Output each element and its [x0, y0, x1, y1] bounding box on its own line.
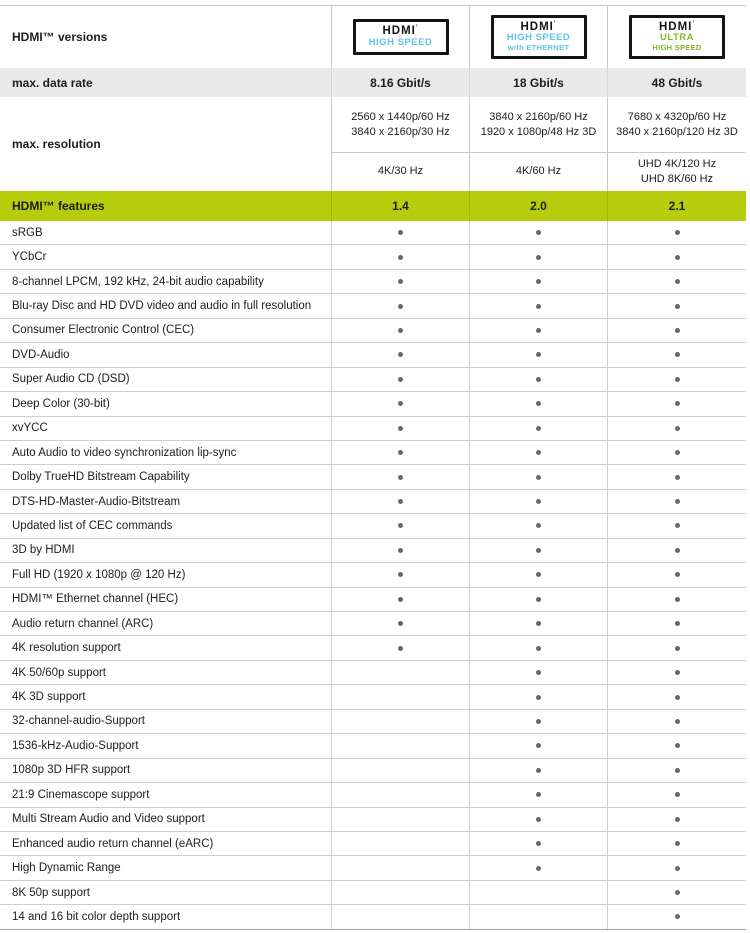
feature-label: Consumer Electronic Control (CEC): [0, 319, 332, 342]
support-cell-2-0: [470, 539, 608, 562]
hdmi-high-speed-badge: [353, 19, 449, 55]
feature-label: xvYCC: [0, 417, 332, 440]
hdmi-logo: HDMI’: [382, 24, 419, 37]
support-cell-1-4: [332, 270, 470, 293]
badge-cell-hdmi-2-0: [470, 6, 608, 68]
support-cell-1-4: [332, 636, 470, 659]
hdmi-high-speed-ethernet-badge: [491, 15, 587, 59]
feature-label: 14 and 16 bit color depth support: [0, 905, 332, 928]
support-dot: [536, 866, 541, 871]
support-cell-1-4: [332, 245, 470, 268]
version-number: 2.0: [470, 191, 608, 221]
support-cell-1-4: [332, 588, 470, 611]
support-dot: [398, 377, 403, 382]
support-dot: [398, 621, 403, 626]
support-cell-2-0: [470, 661, 608, 684]
support-cell-2-1: [608, 832, 746, 855]
feature-label: 4K resolution support: [0, 636, 332, 659]
support-dot: [398, 352, 403, 357]
feature-label: Audio return channel (ARC): [0, 612, 332, 635]
support-dot: [398, 255, 403, 260]
support-cell-1-4: [332, 343, 470, 366]
feature-label: DVD-Audio: [0, 343, 332, 366]
feature-label: Updated list of CEC commands: [0, 514, 332, 537]
support-dot: [536, 621, 541, 626]
resolution-secondary: UHD 4K/120 Hz UHD 8K/60 Hz: [637, 157, 717, 185]
support-dot: [675, 621, 680, 626]
support-dot: [536, 377, 541, 382]
resolution-row: [0, 97, 746, 191]
support-cell-2-0: [470, 294, 608, 317]
table-row: [0, 245, 746, 269]
feature-label: Full HD (1920 x 1080p @ 120 Hz): [0, 563, 332, 586]
support-cell-2-1: [608, 905, 746, 928]
versions-row-label: HDMI™ versions: [0, 6, 332, 68]
support-cell-2-1: [608, 685, 746, 708]
data-rate-row: [0, 68, 746, 97]
support-dot: [536, 279, 541, 284]
table-row: [0, 808, 746, 832]
badge-line: ULTRA: [660, 32, 694, 44]
features-header-row: [0, 191, 746, 221]
support-cell-1-4: [332, 539, 470, 562]
support-cell-2-1: [608, 465, 746, 488]
support-cell-1-4: [332, 905, 470, 928]
support-dot: [536, 817, 541, 822]
hdmi-ultra-high-speed-badge: [629, 15, 725, 59]
support-cell-2-0: [470, 441, 608, 464]
support-dot: [536, 719, 541, 724]
support-dot: [536, 426, 541, 431]
feature-label: Enhanced audio return channel (eARC): [0, 832, 332, 855]
support-cell-1-4: [332, 808, 470, 831]
support-dot: [536, 597, 541, 602]
data-rate-value: 18 Gbit/s: [470, 68, 608, 97]
support-cell-1-4: [332, 392, 470, 415]
support-cell-2-0: [470, 417, 608, 440]
support-dot: [675, 328, 680, 333]
feature-label: High Dynamic Range: [0, 856, 332, 879]
features-header-label: HDMI™ features: [0, 191, 332, 221]
support-cell-2-1: [608, 612, 746, 635]
support-cell-2-1: [608, 734, 746, 757]
support-cell-2-0: [470, 905, 608, 928]
table-row: [0, 612, 746, 636]
badge-line: HIGH SPEED: [652, 42, 702, 52]
support-dot: [536, 401, 541, 406]
support-cell-2-1: [608, 636, 746, 659]
support-cell-2-1: [608, 661, 746, 684]
support-dot: [675, 792, 680, 797]
support-dot: [675, 890, 680, 895]
table-row: [0, 514, 746, 538]
support-cell-2-0: [470, 588, 608, 611]
support-dot: [536, 523, 541, 528]
support-dot: [536, 304, 541, 309]
support-dot: [398, 230, 403, 235]
table-row: [0, 392, 746, 416]
support-dot: [675, 304, 680, 309]
feature-label: DTS-HD-Master-Audio-Bitstream: [0, 490, 332, 513]
support-cell-1-4: [332, 856, 470, 879]
support-dot: [398, 475, 403, 480]
support-dot: [536, 499, 541, 504]
support-dot: [536, 743, 541, 748]
table-row: [0, 588, 746, 612]
resolution-primary: 2560 x 1440p/60 Hz 3840 x 2160p/30 Hz: [332, 97, 469, 153]
feature-label: Super Audio CD (DSD): [0, 368, 332, 391]
data-rate-value: 8.16 Gbit/s: [332, 68, 470, 97]
support-cell-2-1: [608, 441, 746, 464]
support-dot: [536, 352, 541, 357]
feature-label: 8-channel LPCM, 192 kHz, 24-bit audio capability: [0, 270, 332, 293]
support-cell-2-0: [470, 685, 608, 708]
support-cell-1-4: [332, 783, 470, 806]
support-cell-2-1: [608, 514, 746, 537]
table-row: [0, 368, 746, 392]
support-cell-2-1: [608, 710, 746, 733]
resolution-primary: 7680 x 4320p/60 Hz 3840 x 2160p/120 Hz 3D: [608, 97, 746, 153]
support-dot: [675, 695, 680, 700]
support-cell-2-1: [608, 808, 746, 831]
support-dot: [398, 304, 403, 309]
support-cell-1-4: [332, 294, 470, 317]
table-row: [0, 685, 746, 709]
support-cell-1-4: [332, 417, 470, 440]
version-number: 1.4: [332, 191, 470, 221]
support-dot: [675, 450, 680, 455]
table-row: [0, 881, 746, 905]
version-number: 2.1: [668, 199, 686, 213]
support-dot: [536, 792, 541, 797]
support-dot: [675, 548, 680, 553]
support-cell-2-0: [470, 343, 608, 366]
table-row: [0, 441, 746, 465]
feature-label: Deep Color (30-bit): [0, 392, 332, 415]
resolution-secondary: 4K/60 Hz: [515, 165, 562, 178]
support-cell-1-4: [332, 514, 470, 537]
badge-cell-hdmi-2-1: [608, 6, 746, 68]
support-cell-2-0: [470, 392, 608, 415]
hdmi-logo: HDMI’: [520, 20, 557, 33]
feature-label: 4K 50/60p support: [0, 661, 332, 684]
feature-label: 1536-kHz-Audio-Support: [0, 734, 332, 757]
support-dot: [536, 230, 541, 235]
support-cell-1-4: [332, 368, 470, 391]
support-cell-2-0: [470, 514, 608, 537]
resolution-primary: 3840 x 2160p/60 Hz 1920 x 1080p/48 Hz 3D: [470, 97, 607, 153]
badge-line: HIGH SPEED: [368, 36, 433, 48]
support-cell-2-1: [608, 759, 746, 782]
feature-label: 1080p 3D HFR support: [0, 759, 332, 782]
feature-label: Dolby TrueHD Bitstream Capability: [0, 465, 332, 488]
support-dot: [675, 670, 680, 675]
support-cell-2-1: [608, 319, 746, 342]
support-cell-2-1: [608, 270, 746, 293]
table-row: [0, 759, 746, 783]
support-dot: [536, 841, 541, 846]
support-cell-2-1: [608, 417, 746, 440]
support-cell-2-1: [608, 539, 746, 562]
table-row: [0, 294, 746, 318]
support-cell-2-1: [608, 221, 746, 244]
support-dot: [675, 499, 680, 504]
support-dot: [675, 743, 680, 748]
support-dot: [398, 426, 403, 431]
table-row: [0, 343, 746, 367]
support-dot: [675, 719, 680, 724]
table-row: [0, 783, 746, 807]
hdmi-comparison-table: [0, 5, 746, 930]
feature-label: 21:9 Cinemascope support: [0, 783, 332, 806]
versions-row: [0, 6, 746, 68]
support-dot: [675, 817, 680, 822]
feature-label: 4K 3D support: [0, 685, 332, 708]
support-cell-2-1: [608, 392, 746, 415]
support-dot: [675, 377, 680, 382]
resolution-secondary: 4K/30 Hz: [377, 165, 424, 178]
resolution-cell: [608, 97, 746, 191]
support-cell-2-1: [608, 490, 746, 513]
support-cell-2-0: [470, 808, 608, 831]
support-dot: [675, 914, 680, 919]
support-cell-1-4: [332, 319, 470, 342]
badge-line: HIGH SPEED: [506, 32, 571, 44]
table-row: [0, 270, 746, 294]
table-row: [0, 490, 746, 514]
support-cell-1-4: [332, 734, 470, 757]
support-cell-2-0: [470, 221, 608, 244]
resolution-cell: [470, 97, 608, 191]
support-dot: [536, 450, 541, 455]
resolution-cell: [332, 97, 470, 191]
support-dot: [675, 426, 680, 431]
support-cell-1-4: [332, 441, 470, 464]
support-dot: [398, 523, 403, 528]
support-dot: [536, 548, 541, 553]
support-cell-2-1: [608, 368, 746, 391]
support-dot: [675, 597, 680, 602]
support-cell-2-0: [470, 881, 608, 904]
support-dot: [675, 841, 680, 846]
support-cell-2-1: [608, 856, 746, 879]
support-cell-2-1: [608, 245, 746, 268]
support-cell-2-0: [470, 759, 608, 782]
table-row: [0, 832, 746, 856]
support-cell-2-0: [470, 856, 608, 879]
support-cell-2-0: [470, 465, 608, 488]
support-cell-2-0: [470, 245, 608, 268]
feature-label: 8K 50p support: [0, 881, 332, 904]
table-row: [0, 465, 746, 489]
data-rate-label: max. data rate: [0, 68, 332, 97]
table-row: [0, 710, 746, 734]
table-row: [0, 905, 746, 929]
table-row: [0, 221, 746, 245]
support-cell-1-4: [332, 490, 470, 513]
table-row: [0, 539, 746, 563]
support-cell-2-0: [470, 612, 608, 635]
feature-label: 3D by HDMI: [0, 539, 332, 562]
support-cell-1-4: [332, 221, 470, 244]
support-dot: [675, 401, 680, 406]
support-cell-2-1: [608, 343, 746, 366]
support-dot: [398, 548, 403, 553]
support-dot: [675, 279, 680, 284]
badge-cell-hdmi-1-4: [332, 6, 470, 68]
support-dot: [536, 646, 541, 651]
support-dot: [536, 695, 541, 700]
feature-label: Blu-ray Disc and HD DVD video and audio in full resolution: [0, 294, 332, 317]
support-dot: [675, 352, 680, 357]
support-dot: [675, 866, 680, 871]
table-row: [0, 856, 746, 880]
table-row: [0, 661, 746, 685]
support-cell-1-4: [332, 465, 470, 488]
support-dot: [398, 401, 403, 406]
support-dot: [536, 572, 541, 577]
support-dot: [675, 230, 680, 235]
support-cell-2-1: [608, 294, 746, 317]
support-cell-1-4: [332, 710, 470, 733]
support-dot: [675, 475, 680, 480]
support-cell-2-0: [470, 832, 608, 855]
support-dot: [536, 255, 541, 260]
feature-label: 32-channel-audio-Support: [0, 710, 332, 733]
badge-line: with ETHERNET: [507, 42, 570, 52]
support-cell-1-4: [332, 881, 470, 904]
support-dot: [398, 279, 403, 284]
table-row: [0, 319, 746, 343]
support-dot: [398, 597, 403, 602]
table-row: [0, 734, 746, 758]
support-dot: [536, 328, 541, 333]
support-dot: [675, 646, 680, 651]
resolution-label: max. resolution: [0, 97, 332, 191]
support-dot: [675, 255, 680, 260]
table-row: [0, 563, 746, 587]
support-cell-2-0: [470, 270, 608, 293]
table-row: [0, 417, 746, 441]
support-dot: [536, 475, 541, 480]
support-cell-2-0: [470, 734, 608, 757]
feature-label: sRGB: [0, 221, 332, 244]
feature-label: YCbCr: [0, 245, 332, 268]
support-cell-1-4: [332, 832, 470, 855]
support-cell-1-4: [332, 612, 470, 635]
support-dot: [398, 450, 403, 455]
support-cell-2-1: [608, 881, 746, 904]
support-dot: [398, 646, 403, 651]
data-rate-value: 48 Gbit/s: [651, 75, 703, 90]
support-cell-2-0: [470, 563, 608, 586]
support-dot: [398, 572, 403, 577]
support-cell-2-0: [470, 710, 608, 733]
feature-label: Multi Stream Audio and Video support: [0, 808, 332, 831]
support-cell-1-4: [332, 661, 470, 684]
feature-label: Auto Audio to video synchronization lip-sync: [0, 441, 332, 464]
support-cell-1-4: [332, 685, 470, 708]
support-cell-2-0: [470, 490, 608, 513]
support-cell-1-4: [332, 759, 470, 782]
support-cell-2-1: [608, 783, 746, 806]
support-cell-2-0: [470, 368, 608, 391]
support-cell-2-0: [470, 636, 608, 659]
support-dot: [398, 499, 403, 504]
support-cell-2-0: [470, 319, 608, 342]
hdmi-logo: HDMI’: [658, 20, 696, 33]
support-cell-2-1: [608, 563, 746, 586]
features-list: [0, 221, 746, 930]
support-cell-1-4: [332, 563, 470, 586]
support-cell-2-1: [608, 588, 746, 611]
support-dot: [398, 328, 403, 333]
support-dot: [675, 572, 680, 577]
table-row: [0, 636, 746, 660]
support-cell-2-0: [470, 783, 608, 806]
support-dot: [675, 768, 680, 773]
support-dot: [536, 670, 541, 675]
support-dot: [536, 768, 541, 773]
feature-label: HDMI™ Ethernet channel (HEC): [0, 588, 332, 611]
support-dot: [675, 523, 680, 528]
